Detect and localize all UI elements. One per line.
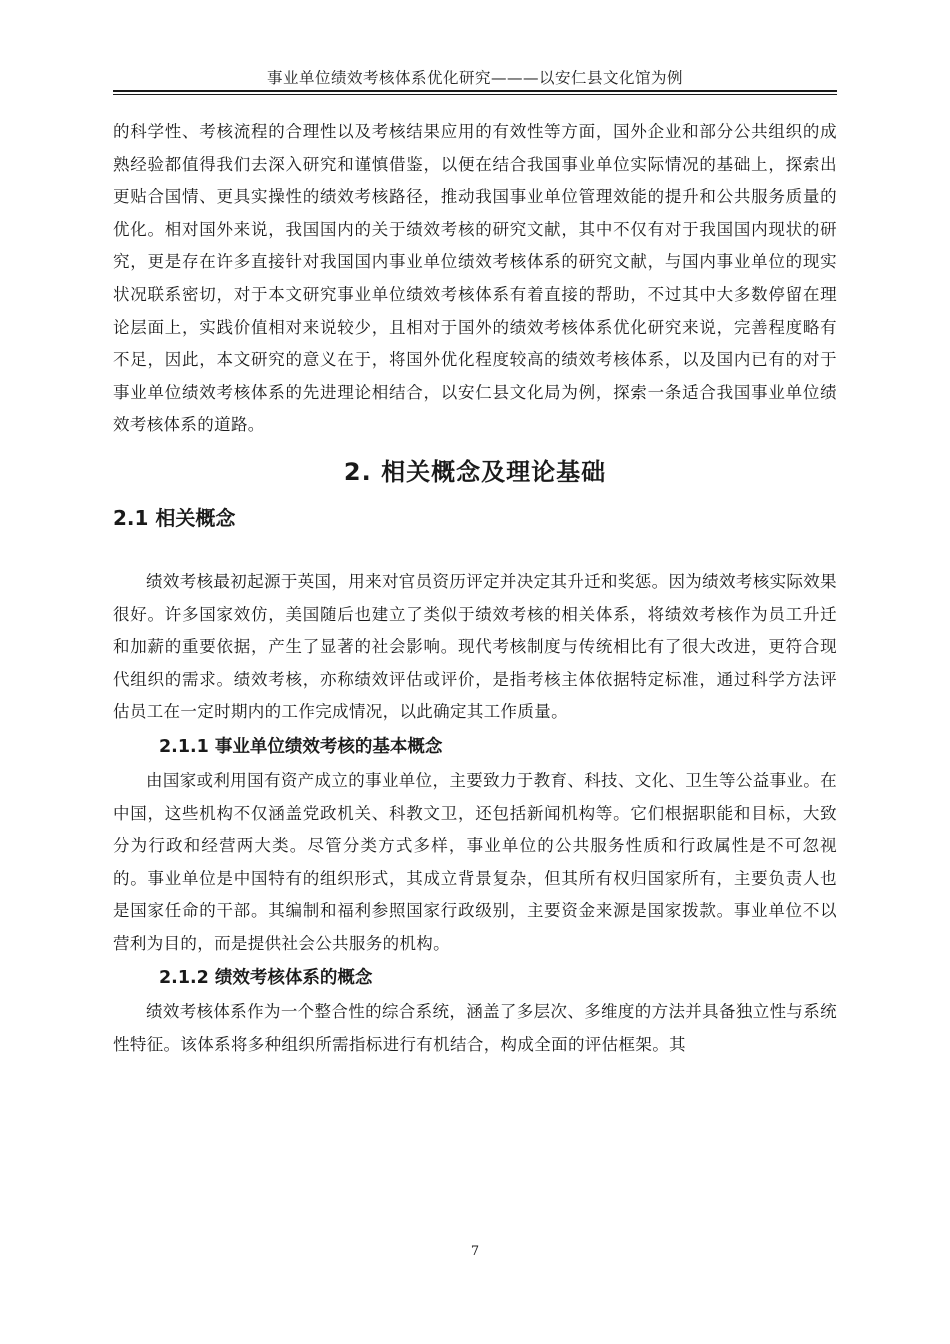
page-body [113,116,837,1062]
chapter-heading: 2. 相关概念及理论基础 [343,457,607,486]
paragraph-intro-continued: 的科学性、考核流程的合理性以及考核结果应用的有效性等方面，国外企业和部分公共组织的成熟经验都值得我们去深入研究和谨慎借鉴，以便在结合我国事业单位实际情况的基础上，探索出更贴合国情、更具实操性的绩效考核路径，推动我国事业单位管理效能的提升和公共服务质量的优化。相对国外来说，我国国内的关于绩效考核的研究文献，其中不仅有对于我国国内现状的研究，更是存在许多直接针对我国国内事业单位绩效考核体系的研究文献，与国内事业单位的现实状况联系密切，对于本文研究事业单位绩效考核体系有着直接的帮助，不过其中大多数停留在理论层面上，实践价值相对来说较少，且相对于国外的绩效考核体系优化研究来说，完善程度略有不足，因此，本文研究的意义在于，将国外优化程度较高的绩效考核体系，以及国内已有的对于事业单位绩效考核体系的先进理论相结合，以安仁县文化局为例，探索一条适合我国事业单位绩效考核体系的道路。 [113,122,837,435]
section-heading-2-1: 2.1 相关概念 [113,505,236,530]
subsection-heading-2-1-2: 2.1.2 绩效考核体系的概念 [159,968,373,989]
paragraph-institution-basic: 由国家或利用国有资产成立的事业单位，主要致力于教育、科技、文化、卫生等公益事业。在中国，这些机构不仅涵盖党政机关、科教文卫，还包括新闻机构等。它们根据职能和目标，大致分为行政和经营两大类。尽管分类方式多样，事业单位的公共服务性质和行政属性是不可忽视的。事业单位是中国特有的组织形式，其成立背景复杂，但其所有权归国家所有，主要负责人也是国家任命的干部。其编制和福利参照国家行政级别，主要资金来源是国家拨款。事业单位不以营利为目的，而是提供社会公共服务的机构。 [113,770,837,953]
header-rule-thin [113,94,837,95]
paragraph-system-concept: 绩效考核体系作为一个整合性的综合系统，涵盖了多层次、多维度的方法并具备独立性与系统性特征。该体系将多种组织所需指标进行有机结合，构成全面的评估框架。其 [113,1002,837,1055]
running-header-title: 事业单位绩效考核体系优化研究———以安仁县文化馆为例 [266,69,683,87]
subsection-heading-2-1-1: 2.1.1 事业单位绩效考核的基本概念 [159,736,443,757]
page-number: 7 [470,1244,480,1259]
paragraph-concepts-intro: 绩效考核最初起源于英国，用来对官员资历评定并决定其升迁和奖惩。因为绩效考核实际效果很好。许多国家效仿，美国随后也建立了类似于绩效考核的相关体系，将绩效考核作为员工升迁和加薪的重要依据，产生了显著的社会影响。现代考核制度与传统相比有了很大改进，更符合现代组织的需求。绩效考核，亦称绩效评估或评价，是指考核主体依据特定标准，通过科学方法评估员工在一定时期内的工作完成情况，以此确定其工作质量。 [113,571,837,722]
section-spacer [113,538,837,566]
header-rule-thick [113,90,837,92]
